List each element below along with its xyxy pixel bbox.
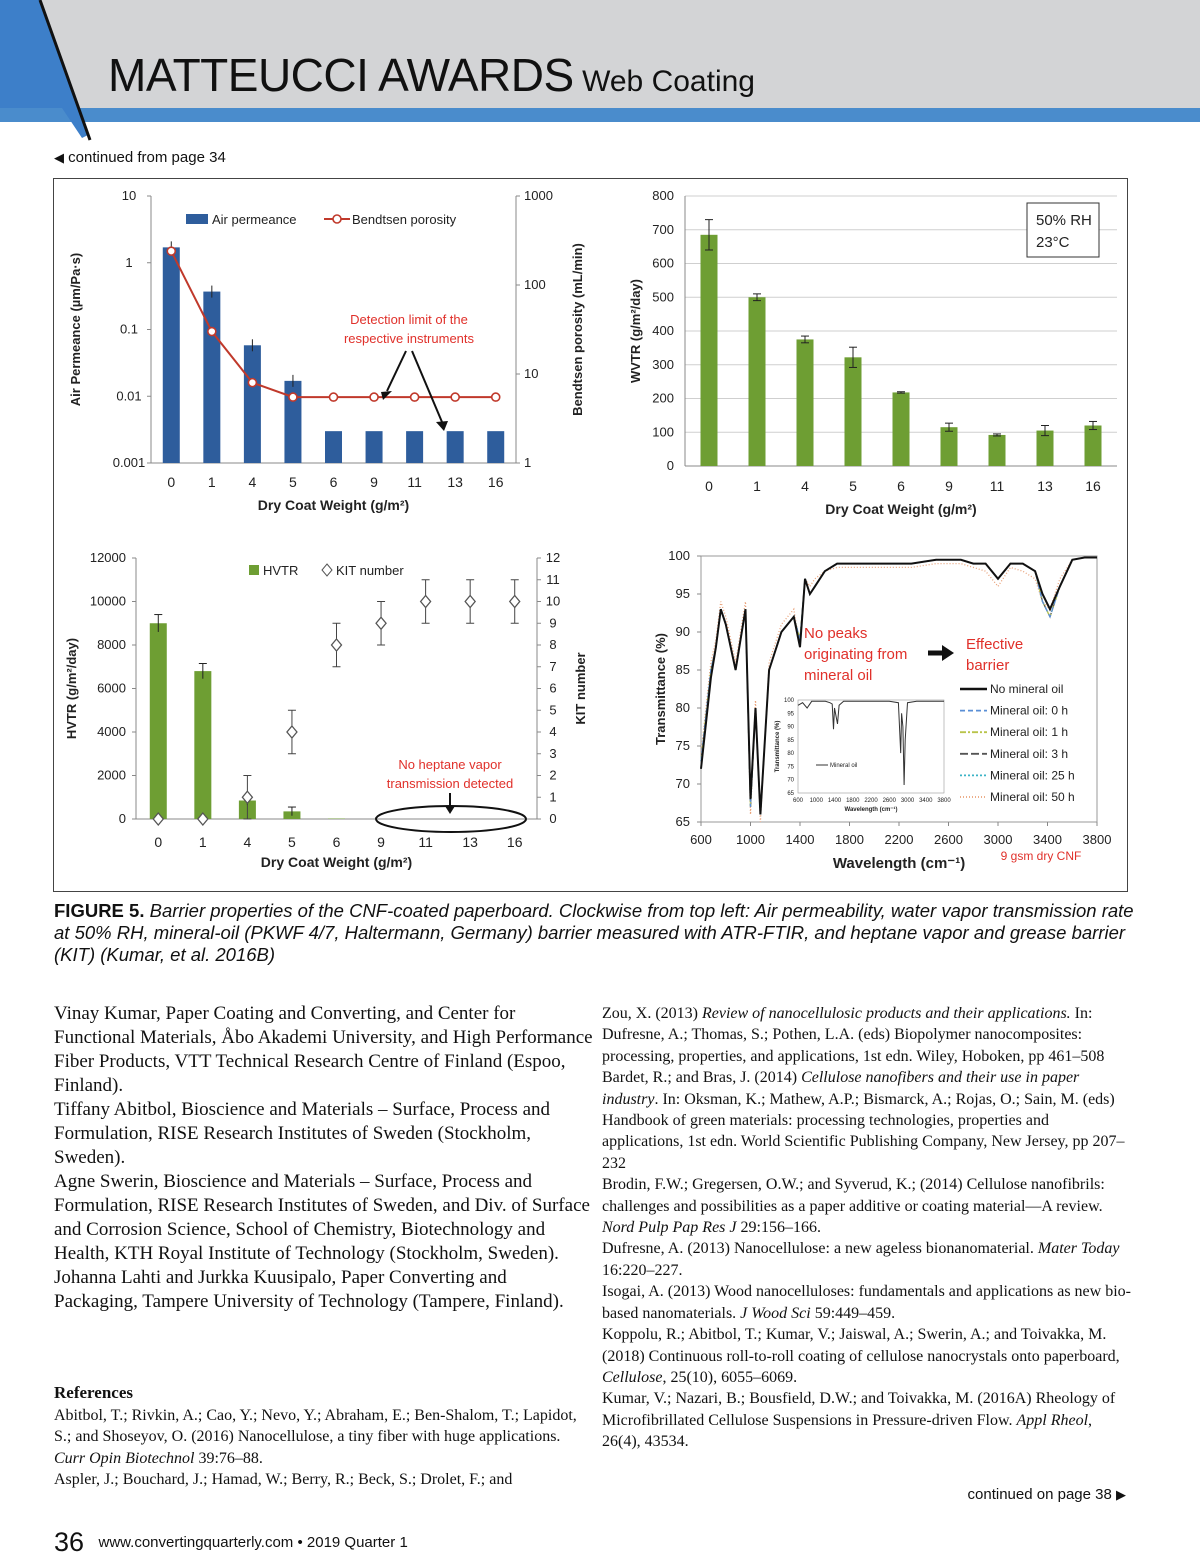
annotation-arrow — [412, 351, 442, 422]
x-axis-label: Dry Coat Weight (g/m²) — [257, 497, 410, 513]
author-paragraph: Johanna Lahti and Jurkka Kuusipalo, Paper Converting and Packaging, Tampere University of Technology (Tampere, Finland). — [54, 1267, 564, 1312]
reference-journal: Cellulose nanofibers and their use in paper industry — [602, 1069, 1080, 1108]
inset-y-tick-label: 80 — [787, 751, 794, 758]
y-tick-label: 10 — [121, 188, 137, 203]
bar-wvtr — [701, 235, 718, 466]
x-tick-label: 5 — [849, 478, 857, 494]
footer-site: www.convertingquarterly.com • 2019 Quarter 1 — [98, 1534, 408, 1551]
reference-entry — [602, 1281, 1132, 1324]
inset-y-tick-label: 75 — [787, 764, 794, 771]
reference-entry — [602, 1003, 1132, 1067]
x-tick-label: 9 — [370, 474, 378, 490]
bar-wvtr — [941, 427, 958, 466]
y-tick-label: 100 — [668, 548, 690, 563]
y2-tick-label: 0 — [549, 811, 557, 826]
reference-text: Kumar, V.; Nazari, B.; Bousfield, D.W.; and Toivakka, M. (2016A) Rheology of Microfibrillated Cellulose Suspensions in Pressure-driven Flow. — [602, 1390, 1116, 1429]
author-affiliations — [54, 1002, 594, 1314]
y-tick-label: 0 — [118, 811, 126, 826]
x-tick-label: 13 — [462, 834, 478, 850]
y-tick-label: 400 — [652, 323, 674, 338]
y2-axis-label: Bendtsen porosity (mL/min) — [570, 243, 585, 416]
inset-y-tick-label: 70 — [787, 777, 794, 784]
y-tick-label: 4000 — [97, 724, 126, 739]
inset-y-tick-label: 90 — [787, 724, 794, 731]
marker-kit-number — [376, 617, 386, 629]
inset-x-tick-label: 1400 — [827, 798, 842, 804]
x-tick-label: 1 — [753, 478, 761, 494]
figure-5 — [53, 178, 1128, 892]
bar-wvtr — [1085, 426, 1102, 467]
y2-tick-label: 3 — [549, 745, 557, 761]
x-tick-label: 3800 — [1082, 832, 1112, 847]
x-tick-label: 3400 — [1033, 832, 1062, 847]
x-tick-label: 0 — [705, 478, 713, 494]
marker-kit-number — [332, 639, 342, 651]
inset-x-tick-label: 2600 — [882, 798, 896, 804]
y-axis-label: Air Permeance (µm/Pa·s) — [68, 252, 83, 407]
x-tick-label: 1 — [198, 834, 207, 850]
header-corner-graphic — [0, 0, 100, 145]
annotation-detection-limit: Detection limit of the — [350, 312, 468, 327]
reference-text: , 25(10), 6055–6069. — [662, 1368, 798, 1386]
continued-from-text: continued from page 34 — [68, 149, 226, 166]
y2-tick-label: 100 — [524, 277, 546, 292]
references-right — [602, 1003, 1132, 1453]
legend-kit: KIT number — [336, 563, 404, 578]
y-axis-label: WVTR (g/m²/day) — [628, 279, 643, 383]
reference-entry — [602, 1067, 1132, 1174]
x-tick-label: 16 — [1085, 478, 1101, 494]
bar-air-permeance — [244, 345, 261, 463]
y2-tick-label: 9 — [549, 615, 557, 631]
header-blue-triangle — [0, 0, 88, 138]
marker-bendtsen — [330, 393, 338, 401]
x-tick-label: 3000 — [983, 832, 1013, 847]
y2-tick-label: 10 — [545, 593, 561, 609]
reference-text: 29:156–166. — [736, 1219, 821, 1237]
x-axis-label: Dry Coat Weight (g/m²) — [260, 854, 413, 870]
x-tick-label: 4 — [801, 478, 809, 494]
marker-kit-number — [465, 596, 475, 608]
x-axis-label: Wavelength (cm⁻¹) — [832, 855, 966, 872]
marker-kit-number — [421, 596, 431, 608]
y-tick-label: 6000 — [97, 680, 126, 696]
condition-temp: 23°C — [1036, 234, 1070, 251]
legend-ftir-series: Mineral oil: 1 h — [990, 725, 1069, 740]
marker-bendtsen — [248, 379, 256, 387]
y-tick-label: 80 — [675, 700, 690, 715]
reference-text: Dufresne, A. (2013) Nanocellulose: a new ageless bionanomaterial. — [602, 1240, 1038, 1258]
continued-on-link[interactable] — [968, 1486, 1126, 1503]
author-paragraph: Tiffany Abitbol, Bioscience and Materials – Surface, Process and Formulation, RISE Research Institutes of Sweden (Stockholm, Sweden). — [54, 1099, 551, 1168]
y-tick-label: 0.1 — [119, 321, 139, 337]
legend-ftir-series: Mineral oil: 50 h — [990, 790, 1075, 804]
x-tick-label: 4 — [243, 834, 252, 850]
legend-bendtsen: Bendtsen porosity — [352, 212, 457, 227]
inset-y-tick-label: 85 — [787, 737, 794, 744]
bar-air-permeance — [366, 431, 383, 463]
x-tick-label: 11 — [989, 478, 1005, 494]
y-tick-label: 600 — [652, 255, 674, 271]
bar-wvtr — [989, 435, 1006, 466]
reference-journal: J Wood Sci — [740, 1304, 811, 1322]
legend-marker-kit — [322, 564, 332, 576]
reference-entry — [602, 1174, 1132, 1238]
reference-text: Aspler, J.; Bouchard, J.; Hamad, W.; Berry, R.; Beck, S.; Drolet, F.; and — [54, 1471, 513, 1489]
y2-tick-label: 6 — [549, 680, 557, 696]
x-tick-label: 2200 — [884, 832, 914, 847]
title-sub: Web Coating — [582, 65, 755, 98]
reference-text: Brodin, F.W.; Gregersen, O.W.; and Syverud, K.; (2014) Cellulose nanofibrils: challenges and possibilities as a paper additive or coating material—A review. — [602, 1176, 1105, 1215]
reference-text: 39:76–88. — [194, 1449, 263, 1467]
bar-air-permeance — [325, 431, 342, 463]
y-tick-label: 2000 — [97, 767, 126, 783]
reference-text: 16:220–227. — [602, 1261, 683, 1279]
y-tick-label: 8000 — [97, 637, 126, 652]
continued-from-link[interactable] — [54, 149, 226, 166]
inset-x-tick-label: 1800 — [846, 798, 860, 804]
y2-tick-label: 4 — [549, 724, 557, 739]
left-arrow-icon: ◀ — [54, 150, 64, 165]
reference-text: . In: Oksman, K.; Mathew, A.P.; Bismarck, A.; Rojas, O.; Sain, M. (eds) Handbook of green materials: processing technologies, properties and applications, 1st edn. World Scientific Publishing Company, New Jersey, pp 207–232 — [602, 1090, 1125, 1172]
annotation-detection-limit: respective instruments — [343, 331, 475, 346]
inset-x-tick-label: 3000 — [900, 798, 915, 804]
note-sample: 9 gsm dry CNF — [1000, 849, 1082, 863]
x-tick-label: 0 — [167, 474, 176, 490]
y-tick-label: 200 — [652, 390, 674, 406]
y-tick-label: 75 — [675, 738, 690, 753]
x-tick-label: 1400 — [785, 832, 815, 847]
legend-marker-bendtsen — [333, 215, 341, 223]
inset-y-axis-label: Transmittance (%) — [775, 720, 781, 773]
reference-journal: Cellulose — [602, 1368, 663, 1386]
title-main: MATTEUCCI AWARDS — [108, 49, 574, 101]
bar-wvtr — [797, 339, 814, 466]
reference-text: Abitbol, T.; Rivkin, A.; Cao, Y.; Nevo, Y.; Abraham, E.; Ben-Shalom, T.; Lapidot, S.; and Shoseyov, O. (2016) Nanocellulose, a tiny fiber with huge applications. — [54, 1407, 577, 1446]
x-tick-label: 13 — [1037, 478, 1053, 494]
annotation-arrowhead — [381, 391, 392, 400]
legend-swatch-hvtr — [249, 565, 259, 575]
reference-text: In: Dufresne, A.; Thomas, S.; Pothen, L.A. (eds) Biopolymer nanocomposites: processing, properties, and applications, 1st edn. Wiley, Hoboken, pp 461–508 — [602, 1005, 1105, 1065]
y2-tick-label: 2 — [549, 767, 557, 783]
reference-text: , 26(4), 43534. — [602, 1411, 1093, 1451]
x-axis-label: Dry Coat Weight (g/m²) — [825, 501, 977, 517]
figure-caption — [54, 900, 1144, 966]
x-tick-label: 16 — [506, 834, 523, 850]
y-tick-label: 0.001 — [112, 455, 146, 470]
bar-air-permeance — [163, 247, 180, 463]
y-tick-label: 90 — [675, 624, 690, 639]
x-tick-label: 11 — [407, 474, 422, 490]
marker-kit-number — [510, 596, 520, 608]
y-tick-label: 85 — [675, 662, 690, 677]
y-tick-label: 100 — [652, 424, 674, 440]
inset-x-tick-label: 1000 — [809, 798, 823, 804]
x-tick-label: 6 — [329, 474, 338, 490]
y2-tick-label: 10 — [524, 366, 539, 381]
y-axis-label: HVTR (g/m²/day) — [64, 637, 79, 740]
annotation-no-heptane: No heptane vapor — [398, 757, 502, 772]
annotation-arrow — [387, 351, 406, 391]
author-paragraph: Agne Swerin, Bioscience and Materials – Surface, Process and Formulation, RISE Research Institutes of Sweden, and Div. of Surface and Corrosion Science, School of Chemistry, Biotechnology and Health, KTH Royal Institute of Technology (Stockholm, Sweden). — [54, 1171, 590, 1264]
y2-tick-label: 7 — [549, 658, 557, 674]
author-paragraph: Vinay Kumar, Paper Coating and Converting, and Center for Functional Materials, Åbo Akademi University, and High Performance Fiber Products, VTT Technical Research Centre of Finland (Espoo, Finland). — [54, 1003, 593, 1096]
x-tick-label: 2600 — [934, 832, 963, 847]
y2-tick-label: 1 — [524, 455, 532, 470]
reference-journal: Nord Pulp Pap Res J — [602, 1219, 737, 1237]
reference-entry — [602, 1238, 1132, 1281]
x-tick-label: 6 — [897, 478, 905, 494]
header-accent-bar — [0, 108, 1200, 122]
y-tick-label: 12000 — [89, 550, 126, 565]
x-tick-label: 9 — [377, 834, 385, 850]
inset-x-axis-label: Wavelength (cm⁻¹) — [844, 807, 898, 813]
marker-bendtsen — [289, 393, 297, 401]
inset-x-tick-label: 2200 — [864, 798, 878, 804]
right-arrow-icon: ▶ — [1116, 1487, 1126, 1502]
reference-text: Koppolu, R.; Abitbol, T.; Kumar, V.; Jaiswal, A.; Swerin, A.; and Toivakka, M. (2018) Continuous roll-to-roll coating of cellulose nanocrystals onto paperboard, — [602, 1326, 1120, 1365]
inset-y-tick-label: 95 — [787, 711, 794, 718]
marker-bendtsen — [492, 393, 500, 401]
x-tick-label: 16 — [487, 474, 504, 490]
y-axis-label: Transmittance (%) — [653, 633, 668, 745]
y-tick-label: 500 — [652, 289, 674, 305]
bar-air-permeance — [406, 431, 423, 463]
inset-y-tick-label: 100 — [783, 698, 794, 704]
bar-air-permeance — [203, 292, 220, 463]
y2-tick-label: 5 — [549, 702, 557, 718]
y-tick-label: 10000 — [89, 593, 126, 609]
y2-tick-label: 1 — [549, 789, 557, 805]
y-tick-label: 95 — [675, 586, 690, 601]
annotation-no-heptane: transmission detected — [386, 776, 514, 791]
note-no-peaks: mineral oil — [804, 667, 873, 684]
bar-wvtr — [845, 357, 862, 466]
reference-entry — [54, 1405, 579, 1469]
reference-journal: Curr Opin Biotechnol — [54, 1449, 195, 1467]
reference-text: 59:449–459. — [810, 1304, 896, 1322]
note-no-peaks: No peaks — [804, 625, 868, 642]
x-tick-label: 600 — [690, 832, 712, 847]
reference-entry — [602, 1388, 1132, 1452]
y2-tick-label: 1000 — [524, 188, 553, 203]
x-tick-label: 1 — [207, 474, 216, 490]
figure-charts — [54, 179, 1127, 891]
reference-text: Bardet, R.; and Bras, J. (2014) — [602, 1069, 802, 1087]
inset-x-tick-label: 3800 — [937, 798, 951, 804]
y-tick-label: 700 — [652, 221, 674, 237]
y-tick-label: 70 — [675, 776, 690, 791]
reference-text: Isogai, A. (2013) Wood nanocelluloses: fundamentals and applications as new bio-based nanomaterials. — [602, 1283, 1131, 1322]
legend-hvtr: HVTR — [263, 563, 299, 578]
y2-axis-label: KIT number — [573, 652, 588, 725]
legend-ftir-series: Mineral oil: 0 h — [990, 703, 1069, 718]
x-tick-label: 1000 — [736, 832, 765, 847]
inset-legend-label: Mineral oil — [830, 763, 858, 769]
y2-tick-label: 11 — [546, 571, 560, 587]
figure-label: FIGURE 5. — [54, 900, 145, 921]
references-heading: References — [54, 1383, 133, 1402]
reference-entry — [602, 1324, 1132, 1388]
bar-air-permeance — [487, 431, 504, 463]
bar-wvtr — [749, 297, 766, 466]
y2-tick-label: 12 — [545, 550, 561, 565]
reference-journal: Appl Rheol — [1016, 1411, 1089, 1429]
continued-on-text: continued on page 38 — [967, 1486, 1112, 1503]
bar-air-permeance — [447, 431, 464, 463]
page-number: 36 — [54, 1527, 85, 1557]
x-tick-label: 6 — [332, 834, 341, 850]
note-no-peaks: originating from — [804, 646, 908, 663]
x-tick-label: 0 — [154, 834, 163, 850]
reference-journal: Review of nanocellulosic products and their applications. — [701, 1005, 1071, 1022]
x-tick-label: 5 — [289, 474, 297, 490]
y-tick-label: 300 — [652, 356, 674, 372]
bar-hvtr — [194, 671, 211, 819]
note-effective-barrier: Effective — [966, 636, 1024, 653]
note-effective-barrier: barrier — [966, 657, 1010, 674]
marker-bendtsen — [411, 393, 419, 401]
marker-bendtsen — [370, 393, 378, 401]
legend-ftir-series: Mineral oil: 25 h — [990, 768, 1075, 783]
bar-hvtr — [150, 623, 167, 819]
x-tick-label: 13 — [447, 474, 463, 490]
marker-kit-number — [287, 726, 297, 738]
inset-plot-area — [798, 700, 944, 793]
y-tick-label: 0.01 — [116, 388, 142, 404]
y-tick-label: 1 — [125, 254, 133, 270]
references-left — [54, 1405, 579, 1491]
condition-rh: 50% RH — [1036, 212, 1092, 229]
inset-x-tick-label: 600 — [792, 798, 804, 804]
inset-y-tick-label: 65 — [787, 791, 794, 797]
x-tick-label: 1800 — [835, 832, 864, 847]
figure-caption-text: Barrier properties of the CNF-coated paperboard. Clockwise from top left: Air permeability, water vapor transmission rate at 50% RH, mineral-oil (PKWF 4/7, Haltermann, Germany) barrier measured with ATR-FTIR, and heptane vapor and grease barrier (KIT) (Kumar, et al. 2016B) — [54, 900, 1134, 965]
y-tick-label: 65 — [675, 814, 690, 829]
x-tick-label: 11 — [418, 834, 433, 850]
legend-ftir-series: Mineral oil: 3 h — [990, 746, 1069, 761]
y-tick-label: 0 — [666, 458, 674, 473]
x-tick-label: 9 — [945, 478, 953, 494]
marker-bendtsen — [167, 247, 175, 255]
reference-journal: Mater Today — [1037, 1240, 1120, 1258]
marker-bendtsen — [208, 328, 216, 336]
y-tick-label: 800 — [652, 188, 674, 203]
y2-tick-label: 8 — [549, 637, 557, 652]
page-title — [108, 48, 755, 102]
legend-ftir-series: No mineral oil — [990, 682, 1064, 696]
page-footer — [54, 1527, 408, 1558]
reference-entry — [54, 1469, 579, 1490]
bar-wvtr — [893, 392, 910, 466]
inset-x-tick-label: 3400 — [919, 798, 933, 804]
annotation-arrowhead — [445, 806, 455, 814]
x-tick-label: 5 — [288, 834, 296, 850]
x-tick-label: 4 — [248, 474, 257, 490]
marker-bendtsen — [451, 393, 459, 401]
legend-swatch-air — [186, 214, 208, 224]
annotation-arrowhead — [436, 421, 448, 431]
legend-air-permeance: Air permeance — [212, 212, 297, 227]
reference-text: Zou, X. (2013) — [602, 1005, 702, 1022]
